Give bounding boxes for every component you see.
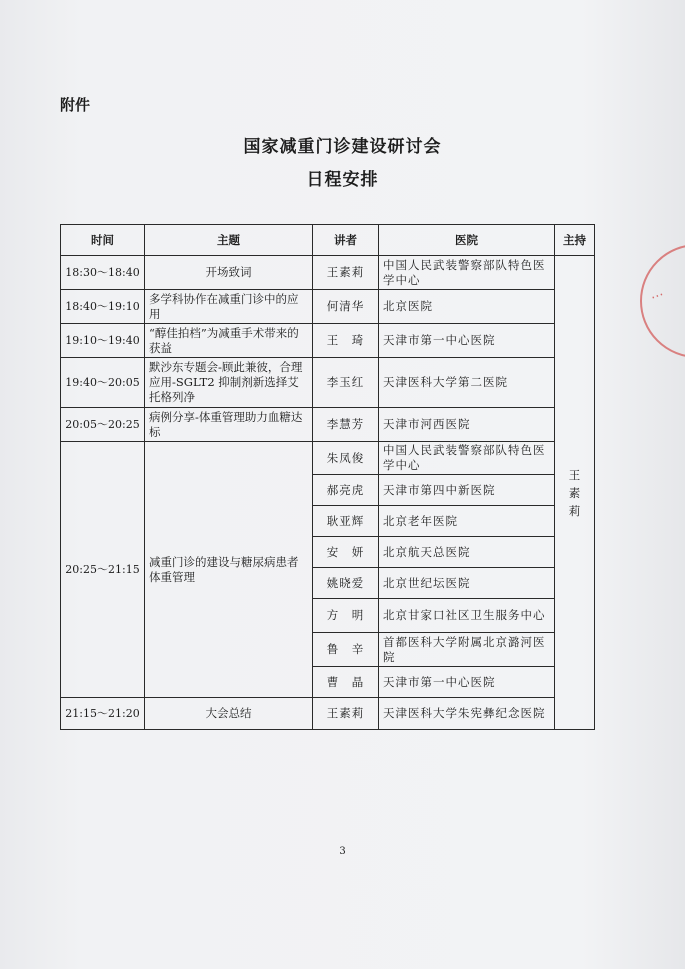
hospital-cell: 天津市第一中心医院 xyxy=(379,667,555,698)
speaker-cell: 鲁 辛 xyxy=(313,633,379,667)
topic-cell: 大会总结 xyxy=(145,698,313,730)
table-row xyxy=(61,698,595,730)
table-row xyxy=(61,324,595,358)
topic-cell: “醇佳拍档”为减重手术带来的获益 xyxy=(145,324,313,358)
hospital-cell: 首都医科大学附属北京潞河医院 xyxy=(379,633,555,667)
topic-cell: 默沙东专题会-顾此兼彼，合理应用-SGLT2 抑制剂新选择艾托格列净 xyxy=(145,358,313,408)
speaker-cell: 何清华 xyxy=(313,290,379,324)
topic-cell: 开场致词 xyxy=(145,256,313,290)
column-header-topic: 主题 xyxy=(145,225,313,256)
speaker-cell: 王素莉 xyxy=(313,698,379,730)
hospital-cell: 天津市第一中心医院 xyxy=(379,324,555,358)
panel-time-cell: 20:25～21:15 xyxy=(61,442,145,698)
hospital-cell: 北京航天总医院 xyxy=(379,537,555,568)
time-cell: 21:15～21:20 xyxy=(61,698,145,730)
table-row xyxy=(61,256,595,290)
time-cell: 19:40～20:05 xyxy=(61,358,145,408)
hospital-cell: 北京老年医院 xyxy=(379,506,555,537)
speaker-cell: 郝亮虎 xyxy=(313,475,379,506)
column-header-time: 时间 xyxy=(61,225,145,256)
panel-topic-cell: 减重门诊的建设与糖尿病患者体重管理 xyxy=(145,442,313,698)
hospital-cell: 天津市第四中新医院 xyxy=(379,475,555,506)
host-name: 王素莉 xyxy=(568,467,581,518)
speaker-cell: 李玉红 xyxy=(313,358,379,408)
speaker-cell: 王 琦 xyxy=(313,324,379,358)
speaker-cell: 曹 晶 xyxy=(313,667,379,698)
host-cell xyxy=(555,256,595,730)
page-title: 国家减重门诊建设研讨会 xyxy=(243,137,442,157)
table-row xyxy=(61,442,595,475)
column-header-host: 主持 xyxy=(555,225,595,256)
hospital-cell: 北京医院 xyxy=(379,290,555,324)
page-number: 3 xyxy=(339,846,346,857)
hospital-cell: 中国人民武装警察部队特色医学中心 xyxy=(379,442,555,475)
speaker-cell: 王素莉 xyxy=(313,256,379,290)
time-cell: 19:10～19:40 xyxy=(61,324,145,358)
time-cell: 20:05～20:25 xyxy=(61,408,145,442)
column-header-hospital: 医院 xyxy=(379,225,555,256)
seal-fragment: ⋯ xyxy=(648,287,667,306)
hospital-cell: 中国人民武装警察部队特色医学中心 xyxy=(379,256,555,290)
hospital-cell: 天津医科大学第二医院 xyxy=(379,358,555,408)
speaker-cell: 李慧芳 xyxy=(313,408,379,442)
hospital-cell: 天津医科大学朱宪彝纪念医院 xyxy=(379,698,555,730)
schedule-table xyxy=(60,224,595,730)
attachment-label: 附件 xyxy=(60,96,91,114)
table-row xyxy=(61,408,595,442)
table-row xyxy=(61,290,595,324)
speaker-cell: 方 明 xyxy=(313,599,379,633)
speaker-cell: 耿亚辉 xyxy=(313,506,379,537)
time-cell: 18:30～18:40 xyxy=(61,256,145,290)
hospital-cell: 北京甘家口社区卫生服务中心 xyxy=(379,599,555,633)
topic-cell: 多学科协作在减重门诊中的应用 xyxy=(145,290,313,324)
time-cell: 18:40～19:10 xyxy=(61,290,145,324)
table-row xyxy=(61,358,595,408)
speaker-cell: 安 妍 xyxy=(313,537,379,568)
speaker-cell: 朱凤俊 xyxy=(313,442,379,475)
page-subtitle: 日程安排 xyxy=(306,170,379,190)
hospital-cell: 天津市河西医院 xyxy=(379,408,555,442)
table-header-row xyxy=(61,225,595,256)
column-header-speaker: 讲者 xyxy=(313,225,379,256)
topic-cell: 病例分享-体重管理助力血糖达标 xyxy=(145,408,313,442)
speaker-cell: 姚晓爱 xyxy=(313,568,379,599)
hospital-cell: 北京世纪坛医院 xyxy=(379,568,555,599)
